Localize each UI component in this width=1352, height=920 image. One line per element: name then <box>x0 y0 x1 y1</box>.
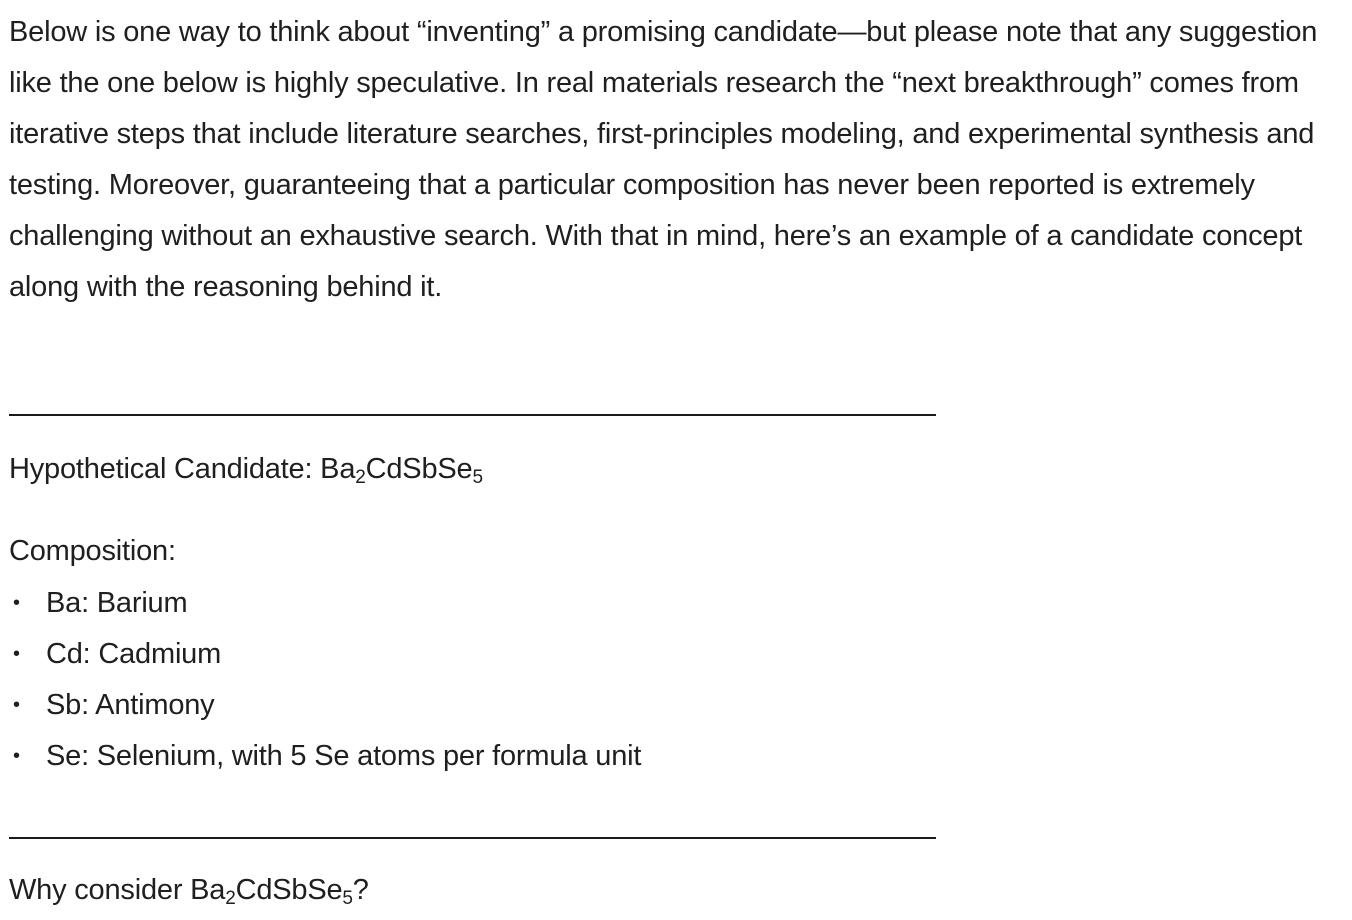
formula-se-count: 5 <box>472 467 483 488</box>
composition-item-cadmium: Cd: Cadmium <box>46 638 222 670</box>
formula-ba-count: 2 <box>355 467 366 488</box>
formula-ba: Ba <box>190 874 226 906</box>
composition-item-selenium: Se: Selenium, with 5 Se atoms per formula unit <box>46 740 642 772</box>
why-heading-prefix: Why consider <box>9 874 191 906</box>
bullet-icon: • <box>13 592 20 614</box>
formula-ba-count: 2 <box>225 888 236 909</box>
bullet-icon: • <box>13 745 20 767</box>
composition-item-barium: Ba: Barium <box>46 587 188 619</box>
composition-item-antimony: Sb: Antimony <box>46 689 215 721</box>
formula-se-count: 5 <box>342 888 353 909</box>
formula-ba: Ba <box>320 453 356 485</box>
composition-label: Composition: <box>9 535 176 567</box>
candidate-heading <box>9 453 483 488</box>
intro-paragraph: Below is one way to think about “inventing” a promising candidate—but please note that any suggestion like the one below is highly speculative. In real materials research the “next breakthrough” comes from iterative steps that include literature searches, first-principles modeling, and experimental synthesis and testing. Moreover, guaranteeing that a particular composition has never been reported is extremely challenging without an exhaustive search. With that in mind, here’s an example of a candidate concept along with the reasoning behind it. <box>9 16 1318 303</box>
why-heading <box>9 874 369 909</box>
bullet-icon: • <box>13 694 20 716</box>
why-heading-suffix: ? <box>352 874 369 906</box>
section-divider <box>9 414 936 416</box>
bullet-icon: • <box>13 643 20 665</box>
candidate-heading-prefix: Hypothetical Candidate: <box>9 453 321 485</box>
formula-middle: CdSbSe <box>365 453 473 485</box>
formula-middle: CdSbSe <box>235 874 343 906</box>
section-divider <box>9 837 936 839</box>
